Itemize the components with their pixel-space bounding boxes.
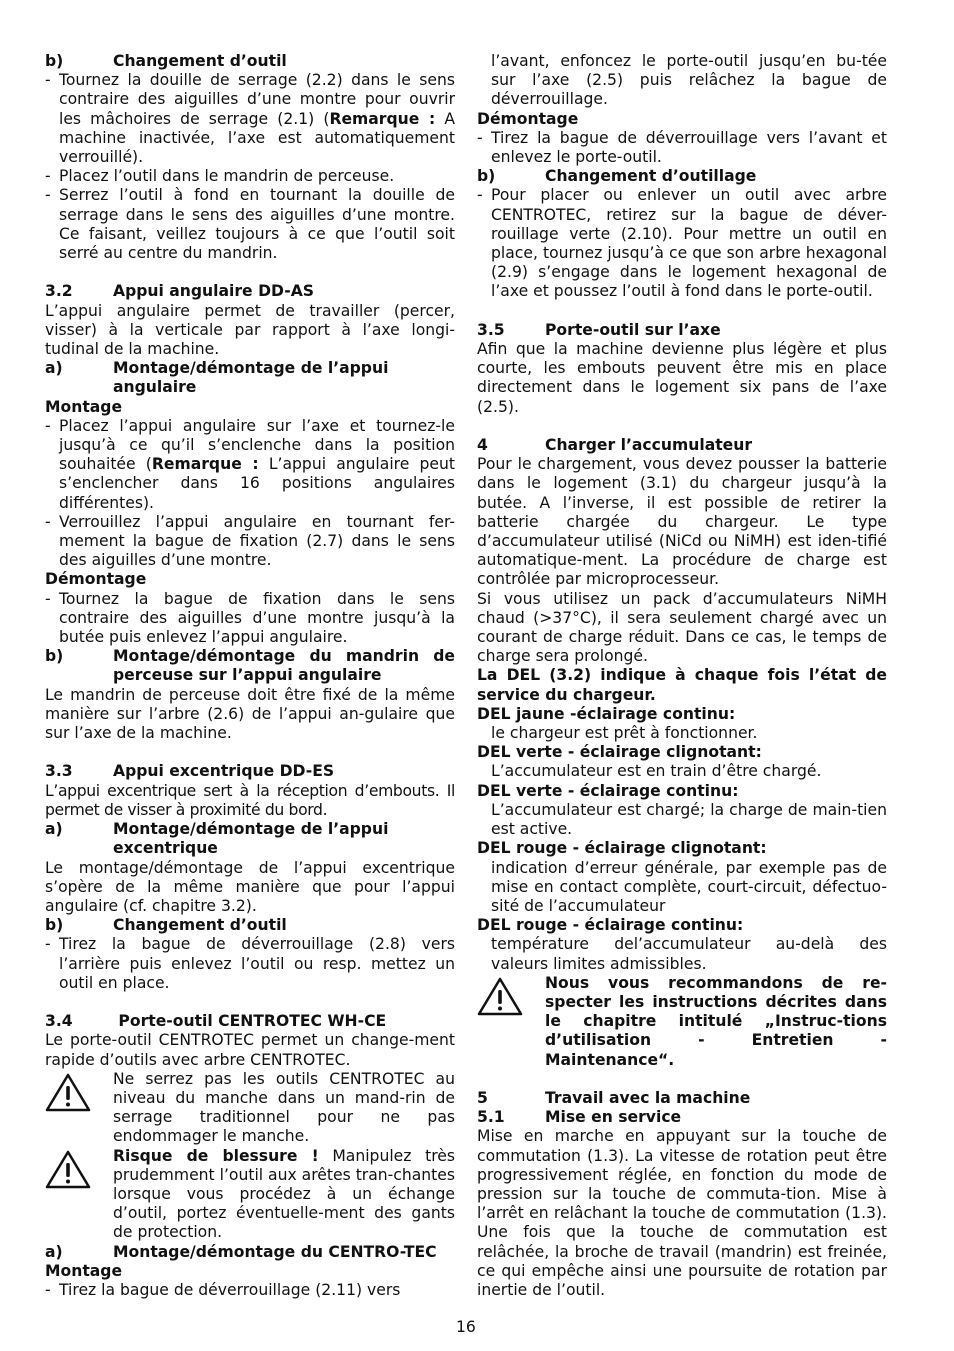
led-description: L’accumulateur est en train d’être chargé. <box>491 762 822 781</box>
heading-3-4-a: a) Montage/démontage du CENTRO-TEC <box>45 1242 437 1261</box>
led-intro: La DEL (3.2) indique à chaque fois l’état de service du chargeur. <box>477 666 887 704</box>
list-item: - Tirez la bague de déverrouillage vers l’avant et enlevez le porte-outil. <box>477 128 887 167</box>
led-description: L’accumulateur est chargé; la charge de main-tien est active. <box>491 800 887 839</box>
heading-3-2-b: b) Montage/démontage du mandrin de perceuse sur l’appui angulaire <box>45 647 455 685</box>
paragraph: Pour le chargement, vous devez pousser la batterie dans le logement (3.1) du chargeur jusqu’à la butée. A l’inverse, il est possible de retirer la batterie chargée du chargeur. Le type d’accumulateur utilisé (NiCd ou NiMH) est iden-tifié automatique-ment. La procédure de charge est contrôlée par microprocesseur. <box>477 455 887 589</box>
warning-icon <box>45 1147 113 1243</box>
paragraph: Si vous utilisez un pack d’accumulateurs NiMH chaud (>37°C), il sera seulement chargé avec un courant de charge réduit. Dans ce cas, le temps de charge sera prolongé. <box>477 589 887 666</box>
led-label: DEL jaune -éclairage continu: <box>477 704 736 723</box>
paragraph: L’appui angulaire permet de travailler (percer, visser) à la verticale par rapport à l’axe longi-tudinal de la machine. <box>45 301 455 359</box>
heading-5: 5 Travail avec la machine <box>477 1088 751 1107</box>
subheading-demontage: Démontage <box>45 570 147 589</box>
led-label: DEL verte - éclairage continu: <box>477 781 739 800</box>
paragraph: L’appui excentrique sert à la réception d’embouts. Il permet de visser à proximité du bord. <box>45 781 455 819</box>
heading-3-3-a: a) Montage/démontage de l’appui excentrique <box>45 820 389 858</box>
list-item: - Tournez la bague de fixation dans le sens contraire des aiguilles d’une montre jusqu’à la butée puis enlevez l’appui angulaire. <box>45 589 455 647</box>
led-description: le chargeur est prêt à fonctionner. <box>491 724 758 743</box>
led-label: DEL rouge - éclairage continu: <box>477 916 744 935</box>
warning-icon <box>477 974 545 1070</box>
heading-3-4-b: b) Changement d’outillage <box>477 167 757 186</box>
list-item: - Tournez la douille de serrage (2.2) dans le sens contraire des aiguilles d’une montre pour ouvrir les mâchoires de serrage (2.1) (Remarque : A machine inactivée, l’axe est automatiquement verrouillé). <box>45 71 455 167</box>
left-column <box>45 52 455 1300</box>
page-number: 16 <box>456 1318 476 1336</box>
led-label: DEL rouge - éclairage clignotant: <box>477 839 767 858</box>
paragraph: Mise en marche en appuyant sur la touche de commutation (1.3). La vitesse de rotation peut être progressivement réglée, en fonction du mode de pression sur la touche de commuta-tion. Mise à l’arrêt en relâchant la touche de commutation (1.3). Une fois que la touche de commutation est relâchée, la broche de travail (mandrin) est freinée, ce qui empêche ainsi une poursuite de rotation par inertie de l’outil. <box>477 1127 887 1299</box>
subheading-montage: Montage <box>45 397 123 416</box>
paragraph: Afin que la machine devienne plus légère et plus courte, les embouts peuvent être mis en place directement dans le logement six pans de l’axe (2.5). <box>477 340 887 416</box>
heading-3-4: 3.4 Porte-outil CENTROTEC WH-CE <box>45 1012 387 1031</box>
led-label: DEL verte - éclairage clignotant: <box>477 743 762 762</box>
led-description: indication d’erreur générale, par exemple pas de mise en contact complète, court-circuit, défectuo-sité de l’accumulateur <box>491 858 887 915</box>
paragraph: Le mandrin de perceuse doit être fixé de la même manière sur l’arbre (2.6) de l’appui an-gulaire que sur l’axe de la machine. <box>45 685 455 743</box>
warning-icon <box>45 1070 113 1147</box>
warning-block: Nous vous recommandons de re-specter les instructions décrites dans le chapitre intitulé „Instruc-tions d’utilisation - Entretien - Maintenance“. <box>477 974 887 1070</box>
heading-3-3: 3.3 Appui excentrique DD-ES <box>45 762 335 781</box>
paragraph: l’avant, enfoncez le porte-outil jusqu’en bu-tée sur l’axe (2.5) puis relâchez la bague de déverrouillage. <box>491 52 887 109</box>
led-description: température del’accumulateur au-delà des valeurs limites admissibles. <box>491 935 887 973</box>
heading-3-5: 3.5 Porte-outil sur l’axe <box>477 320 721 339</box>
warning-block: Risque de blessure ! Manipulez très prudemment l’outil aux arêtes tran-chantes lorsque vous procédez à un échange d’outil, portez éventuelle-ment des gants de protection. <box>45 1147 455 1243</box>
heading-5-1: 5.1 Mise en service <box>477 1108 682 1127</box>
subheading-demontage: Démontage <box>477 109 579 128</box>
heading-3-2: 3.2 Appui angulaire DD-AS <box>45 282 315 301</box>
heading-3-2-a: a) Montage/démontage de l’appui angulaire <box>45 359 389 397</box>
paragraph: Le porte-outil CENTROTEC permet un change-ment rapide d’outils avec arbre CENTROTEC. <box>45 1031 455 1069</box>
list-item: - Pour placer ou enlever un outil avec arbre CENTROTEC, retirez sur la bague de déver-rouillage verte (2.10). Pour mettre un outil en place, tournez jusqu’à ce que son arbre hexagonal (2.9) s’engage dans le logement hexagonal de l’axe et poussez l’outil à fond dans le porte-outil. <box>477 186 887 301</box>
subheading-montage: Montage <box>45 1261 123 1280</box>
warning-block: Ne serrez pas les outils CENTROTEC au niveau du manche dans un mand-rin de serrage traditionnel pour ne pas endommager le manche. <box>45 1070 455 1147</box>
heading-b-changement-outil: b) Changement d’outil <box>45 52 287 70</box>
right-column <box>477 52 887 1300</box>
list-item: - Placez l’appui angulaire sur l’axe et tournez-le jusqu’à ce qu’il s’enclenche dans la position souhaitée (Remarque : L’appui angulaire peut s’enclencher dans 16 positions angulaires différentes). <box>45 416 455 512</box>
list-item: - Tirez la bague de déverrouillage (2.8) vers l’arrière puis enlevez l’outil ou resp. mettez un outil en place. <box>45 935 455 992</box>
paragraph: Le montage/démontage de l’appui excentrique s’opère de la même manière que pour l’appui angulaire (cf. chapitre 3.2). <box>45 858 455 915</box>
list-item: - Placez l’outil dans le mandrin de perceuse. <box>45 167 395 186</box>
list-item: - Serrez l’outil à fond en tournant la douille de serrage dans le sens des aiguilles d’une montre. Ce faisant, veillez toujours à ce que l’outil soit serré au centre du mandrin. <box>45 186 455 263</box>
list-item: - Tirez la bague de déverrouillage (2.11) vers <box>45 1280 401 1299</box>
list-item: - Verrouillez l’appui angulaire en tournant fer-mement la bague de fixation (2.7) dans le sens des aiguilles d’une montre. <box>45 512 455 570</box>
heading-3-3-b: b) Changement d’outil <box>45 916 287 935</box>
heading-4: 4 Charger l’accumulateur <box>477 436 753 455</box>
